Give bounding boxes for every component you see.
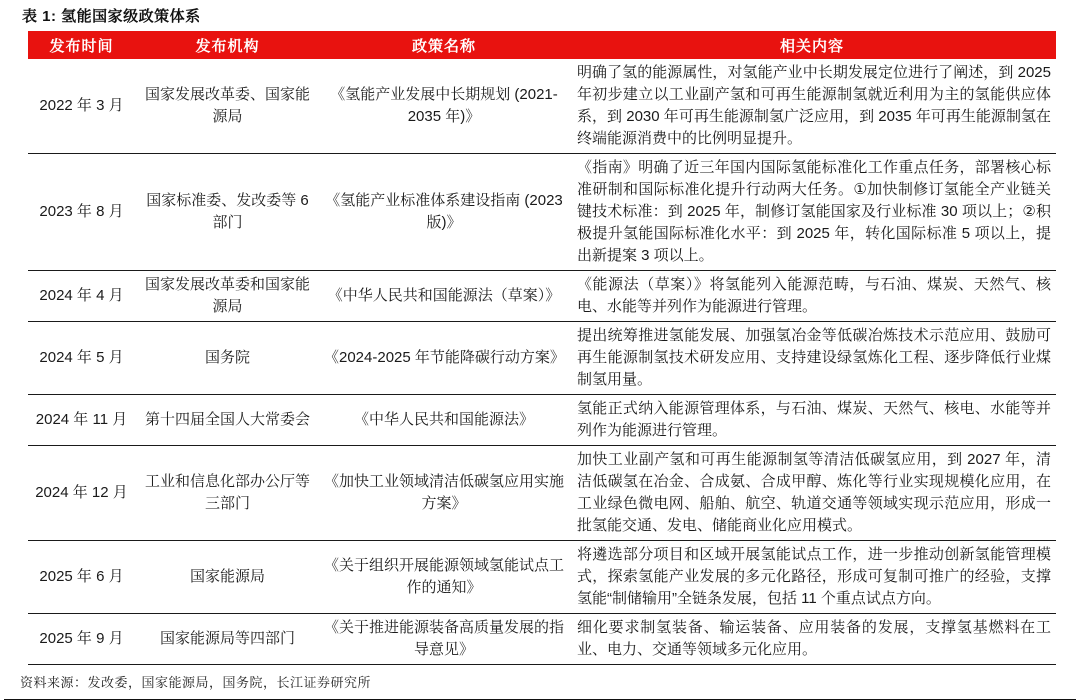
cell-policy: 《中华人民共和国能源法（草案）》	[320, 271, 568, 322]
table-row	[28, 446, 1056, 541]
cell-date: 2024 年 4 月	[28, 271, 135, 322]
cell-content: 将遴选部分项目和区域开展氢能试点工作，进一步推动创新氢能管理模式，探索氢能产业发展的多元化路径，形成可复制可推广的经验，支撑氢能“制储输用”全链条发展，包括 11 个重点试点方向。	[568, 541, 1056, 614]
cell-content: 细化要求制氢装备、输运装备、应用装备的发展，支撑氢基燃料在工业、电力、交通等领域多元化应用。	[568, 614, 1056, 665]
cell-date: 2024 年 5 月	[28, 322, 135, 395]
table-row	[28, 59, 1056, 154]
table-row	[28, 322, 1056, 395]
cell-policy: 《关于组织开展能源领域氢能试点工作的通知》	[320, 541, 568, 614]
cell-content: 加快工业副产氢和可再生能源制氢等清洁低碳氢应用，到 2027 年，清洁低碳氢在冶金、合成氨、合成甲醇、炼化等行业实现规模化应用，在工业绿色微电网、船舶、航空、轨道交通等领域实现示范应用，形成一批氢能交通、发电、储能商业化应用模式。	[568, 446, 1056, 541]
cell-policy: 《中华人民共和国能源法》	[320, 395, 568, 446]
cell-content: 明确了氢的能源属性，对氢能产业中长期发展定位进行了阐述，到 2025 年初步建立以工业副产氢和可再生能源制氢就近利用为主的氢能供应体系，到 2030 年可再生能源制氢广泛应用，到 2035 年可再生能源制氢在终端能源消费中的比例明显提升。	[568, 59, 1056, 154]
cell-agency: 国家发展改革委、国家能源局	[135, 59, 320, 154]
source-row	[4, 672, 1076, 700]
col-header-date: 发布时间	[28, 31, 135, 59]
table-row	[28, 154, 1056, 271]
table-title: 表 1: 氢能国家级政策体系	[22, 8, 201, 25]
cell-policy: 《2024-2025 年节能降碳行动方案》	[320, 322, 568, 395]
cell-date: 2023 年 8 月	[28, 154, 135, 271]
cell-agency: 国家发展改革委和国家能源局	[135, 271, 320, 322]
cell-date: 2024 年 12 月	[28, 446, 135, 541]
cell-agency: 国家能源局	[135, 541, 320, 614]
cell-agency: 国家标准委、发改委等 6 部门	[135, 154, 320, 271]
table-row	[28, 271, 1056, 322]
table-row	[28, 541, 1056, 614]
cell-date: 2024 年 11 月	[28, 395, 135, 446]
col-header-agency: 发布机构	[135, 31, 320, 59]
col-header-policy: 政策名称	[320, 31, 568, 59]
cell-policy: 《关于推进能源装备高质量发展的指导意见》	[320, 614, 568, 665]
cell-policy: 《加快工业领域清洁低碳氢应用实施方案》	[320, 446, 568, 541]
table-header-row	[28, 31, 1056, 59]
cell-content: 《指南》明确了近三年国内国际氢能标准化工作重点任务，部署核心标准研制和国际标准化提升行动两大任务。①加快制修订氢能全产业链关键技术标准：到 2025 年，制修订氢能国家及行业标准 30 项以上；②积极提升氢能国际标准化水平：到 2025 年，转化国际标准 5 项以上，提出新提案 3 项以上。	[568, 154, 1056, 271]
table-row	[28, 395, 1056, 446]
cell-content: 氢能正式纳入能源管理体系，与石油、煤炭、天然气、核电、水能等并列作为能源进行管理。	[568, 395, 1056, 446]
cell-date: 2025 年 6 月	[28, 541, 135, 614]
cell-policy: 《氢能产业发展中长期规划 (2021-2035 年)》	[320, 59, 568, 154]
cell-content: 提出统筹推进氢能发展、加强氢冶金等低碳冶炼技术示范应用、鼓励可再生能源制氢技术研发应用、支持建设绿氢炼化工程、逐步降低行业煤制氢用量。	[568, 322, 1056, 395]
table-row	[28, 614, 1056, 665]
cell-date: 2022 年 3 月	[28, 59, 135, 154]
cell-date: 2025 年 9 月	[28, 614, 135, 665]
cell-content: 《能源法（草案）》将氢能列入能源范畴，与石油、煤炭、天然气、核电、水能等并列作为能源进行管理。	[568, 271, 1056, 322]
cell-agency: 国家能源局等四部门	[135, 614, 320, 665]
cell-agency: 工业和信息化部办公厅等三部门	[135, 446, 320, 541]
policy-table	[28, 31, 1056, 665]
cell-agency: 国务院	[135, 322, 320, 395]
col-header-content: 相关内容	[568, 31, 1056, 59]
cell-policy: 《氢能产业标准体系建设指南 (2023 版)》	[320, 154, 568, 271]
source-note: 资料来源：发改委，国家能源局，国务院，长江证券研究所	[20, 675, 372, 690]
cell-agency: 第十四届全国人大常委会	[135, 395, 320, 446]
